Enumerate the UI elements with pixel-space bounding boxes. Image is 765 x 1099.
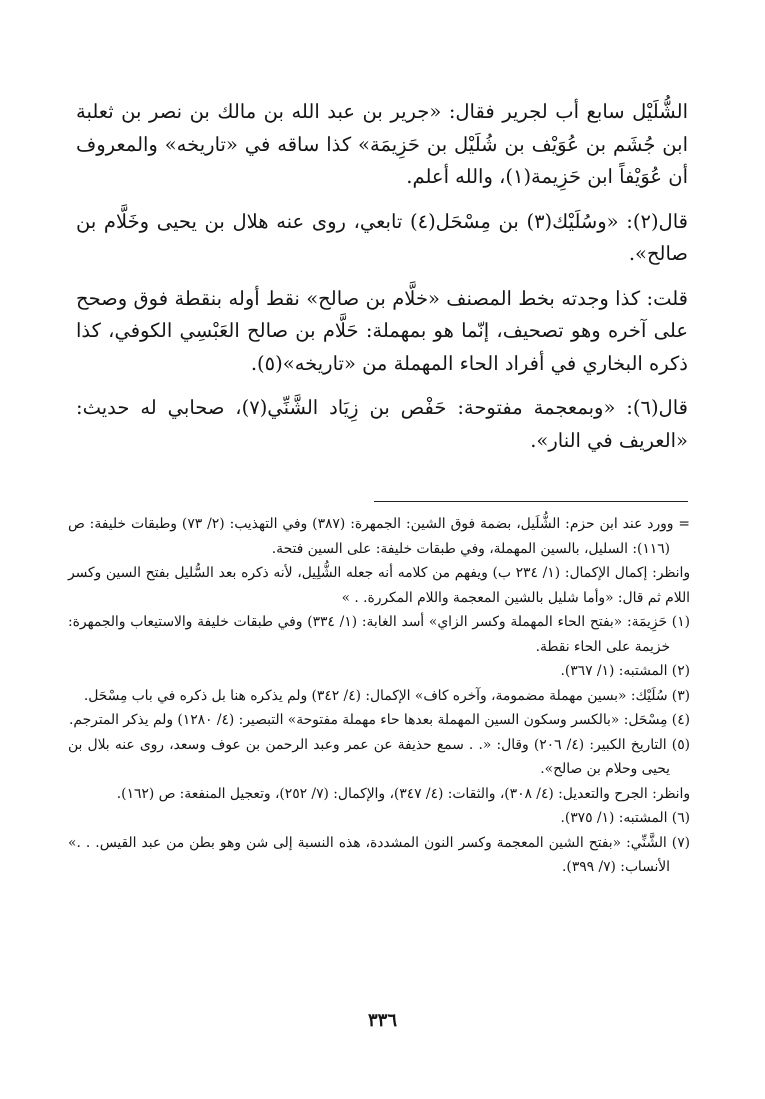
main-text [76,96,688,469]
footnote-4: (٤) مِسْحَل: «بالكسر وسكون السين المهملة بعدها حاء مهملة مفتوحة» التبصير: (٤/ ١٢٨٠) ولم يذكر المترجم. [69,712,690,728]
footnote-separator [374,501,688,502]
paragraph-3: قلت: كذا وجدته بخط المصنف «خلَّام بن صالح» نقط أوله بنقطة فوق وصحح على آخره وهو تصحيف، إنّما هو بمهملة: حَلَّام بن صالح العَبْسِي الكوفي، كذا ذكره البخاري في أفراد الحاء المهملة من «تاريخه»(٥). [76,286,688,375]
footnote-2: (٢) المشتبه: (١/ ٣٦٧). [560,663,690,679]
footnote-5-continuation: وانظر: الجرح والتعديل: (٤/ ٣٠٨)، والثقات: (٤/ ٣٤٧)، والإكمال: (٧/ ٢٥٢)، وتعجيل المنفعة: ص (١٦٢). [116,785,690,802]
footnote-continuation-note: وانظر: إكمال الإكمال: (١/ ٢٣٤ ب) ويفهم من كلامه أنه جعله الشُّلِيل، لأنه ذكره بعد السُّليل بفتح السين وكسر اللام ثم قال: «وأما شليل بالشين المعجمة واللام المكررة. . » [68,565,690,606]
paragraph-2: قال(٢): «وسُلَيْك(٣) بن مِسْحَل(٤) تابعي، روى عنه هلال بن يحيى وخَلَّام بن صالح». [76,209,688,265]
page-number: ٣٣٦ [367,1010,397,1031]
footnote-3: (٣) سُلَيْك: «بسين مهملة مضمومة، وآخره كاف» الإكمال: (٤/ ٣٤٢) ولم يذكره هنا بل ذكره في باب مِسْحَل. [83,687,690,704]
paragraph-4: قال(٦): «وبمعجمة مفتوحة: حَفْص بن زِيَاد الشَّنِّي(٧)، صحابي له حديث: «العريف في النار». [76,396,688,452]
footnote-7: (٧) الشَّنِّي: «بفتح الشين المعجمة وكسر النون المشددة، هذه النسبة إلى شن وهو بطن من عبد القيس. . .» الأنساب: (٧/ ٣٩٩). [68,834,690,875]
footnote-6: (٦) المشتبه: (١/ ٣٧٥). [560,810,690,826]
footnotes [68,512,690,880]
footnote-5: (٥) التاريخ الكبير: (٤/ ٢٠٦) وقال: «. . سمع حذيفة عن عمر وعبد الرحمن بن عوف وسعد، روى عنه بلال بن يحيى وحلام بن صالح». [68,736,690,777]
paragraph-1: الشُّلَيْل سابع أب لجرير فقال: «جرير بن عبد الله بن مالك بن نصر بن ثعلبة ابن جُشَم بن عُوَيْف بن شُلَيْل بن حَزِيمَة» كذا ساقه في «تاريخه» والمعروف أن عُوَيْفاً ابن حَزِيمة(١)، والله أعلم. [76,100,688,188]
footnote-continuation: = وورد عند ابن حزم: الشُّلَيل، بضمة فوق الشين: الجمهرة: (٣٨٧) وفي التهذيب: (٢/ ٧٣) وطبقات خليفة: ص (١١٦): السليل، بالسين المهملة، وفي طبقات خليفة: على السين فتحة. [68,516,690,557]
footnote-1: (١) حَزِيمَة: «بفتح الحاء المهملة وكسر الزاي» أسد الغابة: (١/ ٣٣٤) وفي طبقات خليفة والاستيعاب والجمهرة: خزيمة على الحاء نقطة. [68,614,690,655]
